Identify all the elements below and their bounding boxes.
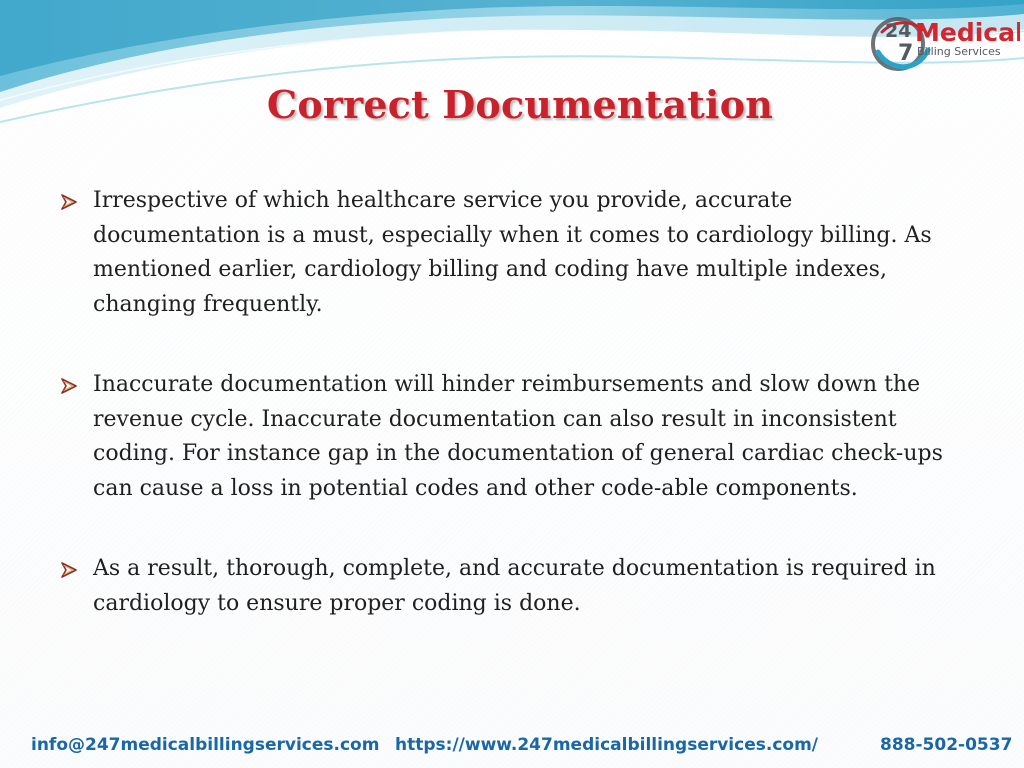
bullet-item: [60, 184, 960, 322]
bullet-item: [60, 368, 960, 506]
bullet-text: Irrespective of which healthcare service you provide, accurate documentation is a must, especially when it comes to cardiology billing. As mentioned earlier, cardiology billing and coding have multiple indexes, changing frequently.: [93, 188, 932, 317]
footer-email-link[interactable]: info@247medicalbillingservices.com: [31, 735, 380, 755]
bullet-list: [60, 184, 960, 621]
svg-text:Medical: Medical: [915, 18, 1020, 47]
bullet-text: As a result, thorough, complete, and accurate documentation is required in cardiology to ensure proper coding is done.: [93, 556, 936, 616]
footer-website-link[interactable]: https://www.247medicalbillingservices.com/: [395, 735, 818, 755]
svg-text:Billing Services: Billing Services: [917, 45, 1001, 58]
bullet-item: [60, 552, 960, 621]
arrow-bullet-icon: [60, 377, 78, 395]
arrow-bullet-icon: [60, 193, 78, 211]
svg-text:7: 7: [898, 41, 914, 66]
company-logo: [868, 10, 1020, 76]
footer: [0, 732, 1024, 762]
svg-text:24: 24: [885, 20, 912, 42]
arrow-bullet-icon: [60, 561, 78, 579]
footer-phone: 888-502-0537: [880, 735, 1013, 755]
bullet-text: Inaccurate documentation will hinder reimbursements and slow down the revenue cycle. Inaccurate documentation can also result in inconsistent coding. For instance gap in the documentation of general cardiac check-ups can cause a loss in potential codes and other code-able components.: [93, 372, 943, 501]
slide-title: Correct Documentation: [266, 82, 774, 127]
logo-swoosh-icon: [868, 10, 1020, 76]
